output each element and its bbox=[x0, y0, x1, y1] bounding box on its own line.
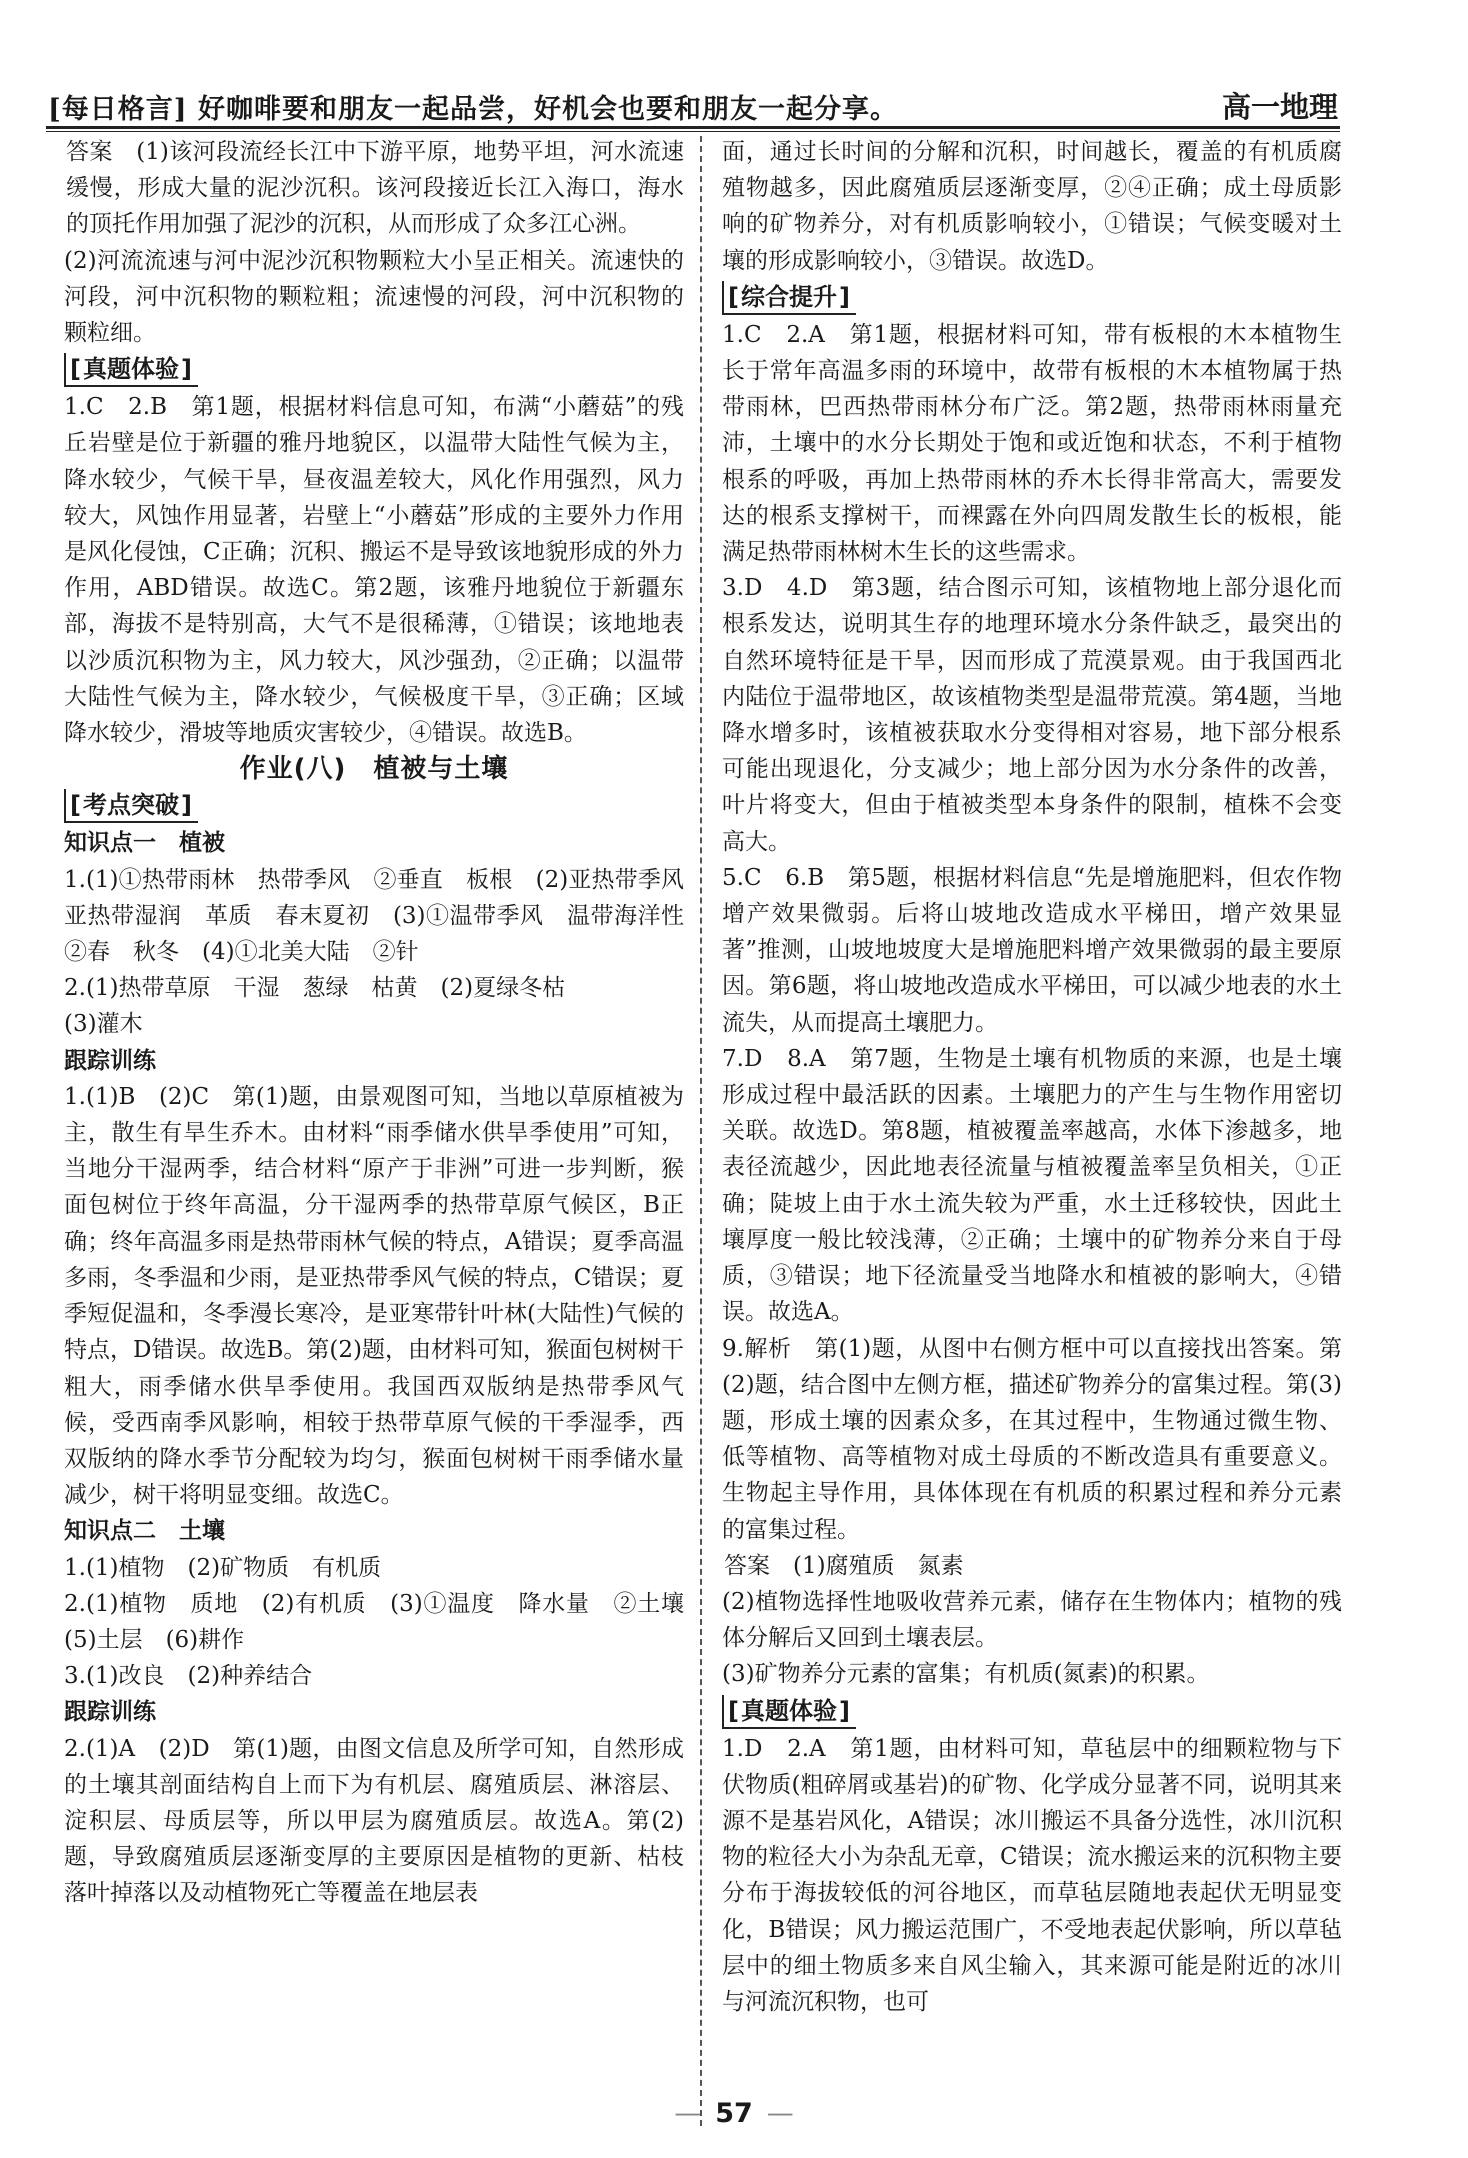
assignment-title: 作业(八) 植被与土壤 bbox=[239, 754, 509, 785]
answer-paragraph: 5.C 6.B 第5题，根据材料信息“先是增施肥料，但农作物增产效果微弱。后将山坡地改造成水平梯田，增产效果显著”推测，山坡地坡度大是增施肥料增产效果微弱的最主要原因。第6题，将山坡地改造成水平梯田，可以减少地表的水土流失，从而提高土壤肥力。 bbox=[722, 864, 1342, 1036]
answer-paragraph: (3)矿物养分元素的富集；有机质(氮素)的积累。 bbox=[722, 1661, 1210, 1688]
right-column bbox=[722, 134, 1342, 2020]
knowledge-point-heading: 知识点一 植被 bbox=[64, 830, 225, 857]
answer-paragraph: 面，通过长时间的分解和沉积，时间越长，覆盖的有机质腐殖物越多，因此腐殖质层逐渐变厚，②④正确；成土母质影响的矿物养分，对有机质影响较小，①错误；气候变暖对土壤的形成影响较小，③错误。故选D。 bbox=[722, 139, 1342, 274]
answer-paragraph: 1.D 2.A 第1题，由材料可知，草毡层中的细颗粒物与下伏物质(粗碎屑或基岩)的矿物、化学成分显著不同，说明其来源不是基岩风化，A错误；冰川搬运不具备分选性，冰川沉积物的粒径大小为杂乱无章，C错误；流水搬运来的沉积物主要分布于海拔较低的河谷地区，而草毡层随地表起伏无明显变化，B错误；风力搬运范围广，不受地表起伏影响，所以草毡层中的细土物质多来自风尘输入，其来源可能是附近的冰川与河流沉积物，也可 bbox=[722, 1735, 1342, 2015]
answer-paragraph: 1.(1)①热带雨林 热带季风 ②垂直 板根 (2)亚热带季风 亚热带湿润 革质 春末夏初 (3)①温带季风 温带海洋性 ②春 秋冬 (4)①北美大陆 ②针 bbox=[64, 866, 707, 966]
left-column bbox=[64, 134, 707, 1912]
answer-paragraph: 7.D 8.A 第7题，生物是土壤有机物质的来源，也是土壤形成过程中最活跃的因素。土壤肥力的产生与生物作用密切关联。故选D。第8题，植被覆盖率越高，水体下渗越多，地表径流越少，因此地表径流量与植被覆盖率呈负相关，①正确；陡坡上由于水土流失较为严重，水土迁移较快，因此土壤厚度一般比较浅薄，②正确；土壤中的矿物养分来自于母质，③错误；地下径流量受当地降水和植被的影响大，④错误。故选A。 bbox=[722, 1045, 1342, 1326]
answer-paragraph: 3.D 4.D 第3题，结合图示可知，该植物地上部分退化而根系发达，说明其生存的地理环境水分条件缺乏，最突出的自然环境特征是干旱，因而形成了荒漠景观。由于我国西北内陆位于温带地区，故该植物类型是温带荒漠。第4题，当地降水增多时，该植被获取水分变得相对容易，地下部分根系可能出现退化，分支减少；地上部分因为水分条件的改善，叶片将变大，但由于植被类型本身条件的限制，植株不会变高大。 bbox=[722, 575, 1342, 855]
section-heading: [ 考点突破 ] bbox=[64, 789, 198, 823]
subsection-heading: 跟踪训练 bbox=[64, 1699, 156, 1726]
answer-paragraph: 2.(1)热带草原 干湿 葱绿 枯黄 (2)夏绿冬枯 bbox=[64, 975, 566, 1002]
answer-paragraph: 答案 (1)该河段流经长江中下游平原，地势平坦，河水流速缓慢，形成大量的泥沙沉积。该河段接近长江入海口，海水的顶托作用加强了泥沙的沉积，从而形成了众多江心洲。 bbox=[66, 139, 684, 238]
column-divider bbox=[700, 136, 702, 2126]
answer-paragraph: 1.C 2.A 第1题，根据材料可知，带有板根的木本植物生长于常年高温多雨的环境中，故带有板根的木本植物属于热带雨林，巴西热带雨林分布广泛。第2题，热带雨林雨量充沛，土壤中的水分长期处于饱和或近饱和状态，不利于植物根系的呼吸，再加上热带雨林的乔木长得非常高大，需要发达的根系支撑树干，而裸露在外向四周发散生长的板根，能满足热带雨林树木生长的这些需求。 bbox=[722, 321, 1342, 566]
subsection-heading: 跟踪训练 bbox=[64, 1047, 156, 1074]
section-heading: [ 真题体验 ] bbox=[722, 1695, 856, 1729]
knowledge-point-heading: 知识点二 土壤 bbox=[64, 1518, 225, 1545]
answer-paragraph: 1.C 2.B 第1题，根据材料信息可知，布满“小蘑菇”的残丘岩壁是位于新疆的雅丹地貌区，以温带大陆性气候为主，降水较少，气候干旱，昼夜温差较大，风化作用强烈，风力较大，风蚀作用显著，岩壁上“小蘑菇”形成的主要外力作用是风化侵蚀，C正确；沉积、搬运不是导致该地貌形成的外力作用，ABD错误。故选C。第2题，该雅丹地貌位于新疆东部，海拔不是特别高，大气不是很稀薄，①错误；该地地表以沙质沉积物为主，风力较大，风沙强劲，②正确；以温带大陆性气候为主，降水较少，气候极度干旱，③正确；区域降水较少，滑坡等地质灾害较少，④错误。故选B。 bbox=[64, 394, 684, 747]
page-header bbox=[48, 80, 1338, 126]
subject-label: 高一地理 bbox=[1221, 90, 1338, 124]
answer-paragraph: (2)河流流速与河中泥沙沉积物颗粒大小呈正相关。流速快的河段，河中沉积物的颗粒粗；流速慢的河段，河中沉积物的颗粒细。 bbox=[64, 247, 684, 347]
answer-paragraph: 1.(1)植物 (2)矿物质 有机质 bbox=[64, 1554, 382, 1581]
header-rule bbox=[46, 126, 1340, 129]
section-heading: [ 真题体验 ] bbox=[64, 353, 198, 387]
daily-motto: [每日格言] 好咖啡要和朋友一起品尝，好机会也要和朋友一起分享。 bbox=[48, 94, 898, 125]
answer-paragraph: 3.(1)改良 (2)种养结合 bbox=[64, 1663, 313, 1690]
answer-paragraph: 2.(1)A (2)D 第(1)题，由图文信息及所学可知，自然形成的土壤其剖面结构自上而下为有机层、腐殖质层、淋溶层、淀积层、母质层等，所以甲层为腐殖质层。故选A。第(2)题，导致腐殖质层逐渐变厚的主要原因是植物的更新、枯枝落叶掉落以及动植物死亡等覆盖在地层表 bbox=[64, 1735, 684, 1907]
answer-paragraph: 2.(1)植物 质地 (2)有机质 (3)①温度 降水量 ②土壤 (5)土层 (6)耕作 bbox=[64, 1590, 707, 1653]
answer-paragraph: (3)灌木 bbox=[64, 1011, 143, 1038]
header-rule-thin bbox=[46, 131, 1340, 132]
answer-paragraph: (2)植物选择性地吸收营养元素，储存在生物体内；植物的残体分解后又回到土壤表层。 bbox=[722, 1588, 1342, 1652]
page-number: — 57 — bbox=[0, 2098, 1468, 2129]
answer-paragraph: 答案 (1)腐殖质 氮素 bbox=[724, 1552, 964, 1579]
answer-paragraph: 1.(1)B (2)C 第(1)题，由景观图可知，当地以草原植被为主，散生有旱生乔木。由材料“雨季储水供旱季使用”可知，当地分干湿两季，结合材料“原产于非洲”可进一步判断，猴面包树位于终年高温，分干湿两季的热带草原气候区，B正确；终年高温多雨是热带雨林气候的特点，A错误；夏季高温多雨，冬季温和少雨，是亚热带季风气候的特点，C错误；夏季短促温和，冬季漫长寒冷，是亚寒带针叶林(大陆性)气候的特点，D错误。故选B。第(2)题，由材料可知，猴面包树树干粗大，雨季储水供旱季使用。我国西双版纳是热带季风气候，受西南季风影响，相较于热带草原气候的干季湿季，西双版纳的降水季节分配较为均匀，猴面包树树干雨季储水量减少，树干将明显变细。故选C。 bbox=[64, 1083, 684, 1509]
section-heading: [ 综合提升 ] bbox=[722, 281, 856, 315]
answer-paragraph: 9.解析 第(1)题，从图中右侧方框中可以直接找出答案。第(2)题，结合图中左侧方框，描述矿物养分的富集过程。第(3)题，形成土壤的因素众多，在其过程中，生物通过微生物、低等植物、高等植物对成土母质的不断改造具有重要意义。生物起主导作用，具体体现在有机质的积累过程和养分元素的富集过程。 bbox=[722, 1335, 1342, 1543]
